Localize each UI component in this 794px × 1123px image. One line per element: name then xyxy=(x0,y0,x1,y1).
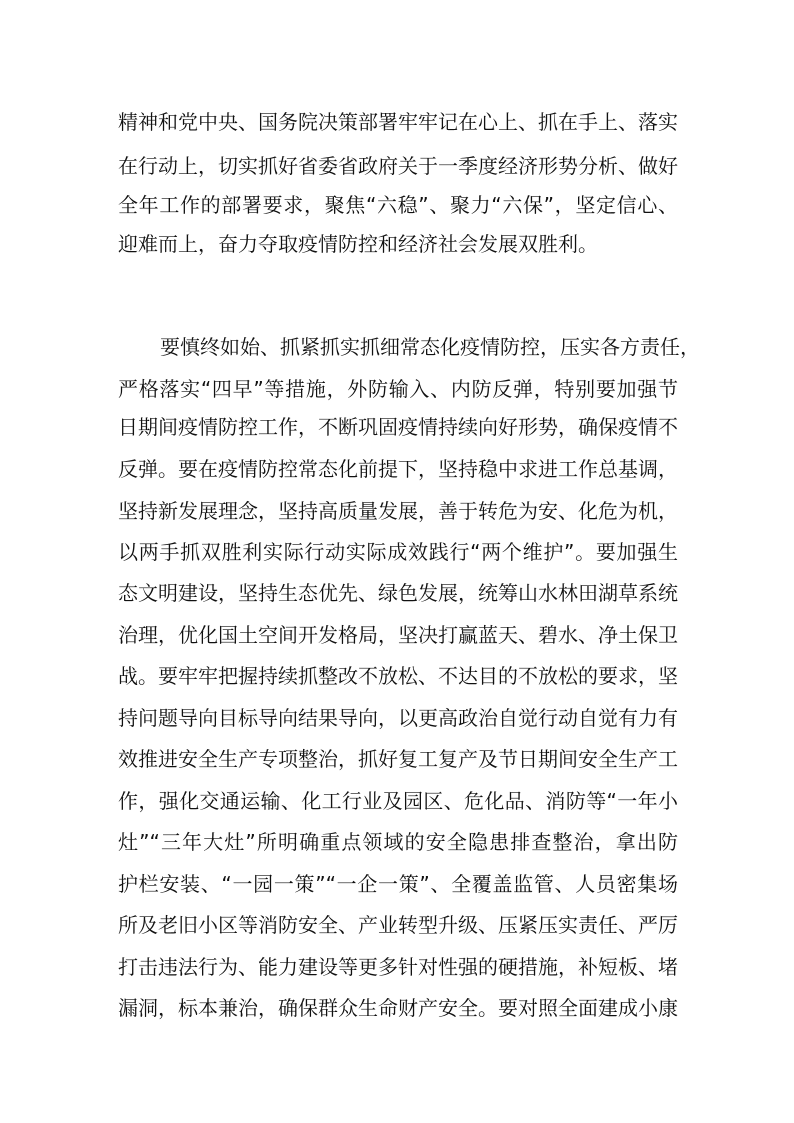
paragraph-2-line-10: 持问题导向目标导向结果导向，以更高政治自觉行动自觉有力有 xyxy=(118,706,678,730)
paragraph-2-line-7: 态文明建设，坚持生态优先、绿色发展，统筹山水林田湖草系统 xyxy=(118,581,678,605)
paragraph-2-line-11: 效推进安全生产专项整治，抓好复工复产及节日期间安全生产工 xyxy=(118,747,678,771)
paragraph-2-line-8: 治理，优化国土空间开发格局，坚决打赢蓝天、碧水、净土保卫 xyxy=(118,623,678,647)
paragraph-2-line-4: 反弹。要在疫情防控常态化前提下，坚持稳中求进工作总基调， xyxy=(118,457,678,481)
paragraph-2-line-12: 作，强化交通运输、化工行业及园区、危化品、消防等“一年小 xyxy=(118,789,678,813)
paragraph-1-line-2: 在行动上，切实抓好省委省政府关于一季度经济形势分析、做好 xyxy=(118,154,678,178)
paragraph-2-line-5: 坚持新发展理念，坚持高质量发展，善于转危为安、化危为机， xyxy=(118,499,678,523)
paragraph-2-line-6: 以两手抓双胜利实际行动实际成效践行“两个维护”。要加强生 xyxy=(118,540,678,564)
paragraph-2-line-16: 打击违法行为、能力建设等更多针对性强的硬措施，补短板、堵 xyxy=(118,955,678,979)
paragraph-2-line-9: 战。要牢牢把握持续抓整改不放松、不达目的不放松的要求，坚 xyxy=(118,664,678,688)
paragraph-1-line-1: 精神和党中央、国务院决策部署牢牢记在心上、抓在手上、落实 xyxy=(118,110,678,134)
paragraph-1-line-4: 迎难而上，奋力夺取疫情防控和经济社会发展双胜利。 xyxy=(118,232,598,256)
paragraph-2-line-2: 严格落实“四早”等措施，外防输入、内防反弹，特别要加强节 xyxy=(118,377,678,401)
paragraph-2-line-15: 所及老旧小区等消防安全、产业转型升级、压紧压实责任、严厉 xyxy=(118,913,678,937)
paragraph-2-line-3: 日期间疫情防控工作，不断巩固疫情持续向好形势，确保疫情不 xyxy=(118,415,678,439)
paragraph-2-line-17: 漏洞，标本兼治，确保群众生命财产安全。要对照全面建成小康 xyxy=(118,996,678,1020)
paragraph-1-line-3: 全年工作的部署要求，聚焦“六稳”、聚力“六保”，坚定信心、 xyxy=(118,193,678,217)
paragraph-2-line-13: 灶”“三年大灶”所明确重点领域的安全隐患排查整治，拿出防 xyxy=(118,830,678,854)
paragraph-2-line-1: 要慎终如始、抓紧抓实抓细常态化疫情防控，压实各方责任， xyxy=(160,335,700,359)
paragraph-2-line-14: 护栏安装、“一园一策”“一企一策”、全覆盖监管、人员密集场 xyxy=(118,872,678,896)
